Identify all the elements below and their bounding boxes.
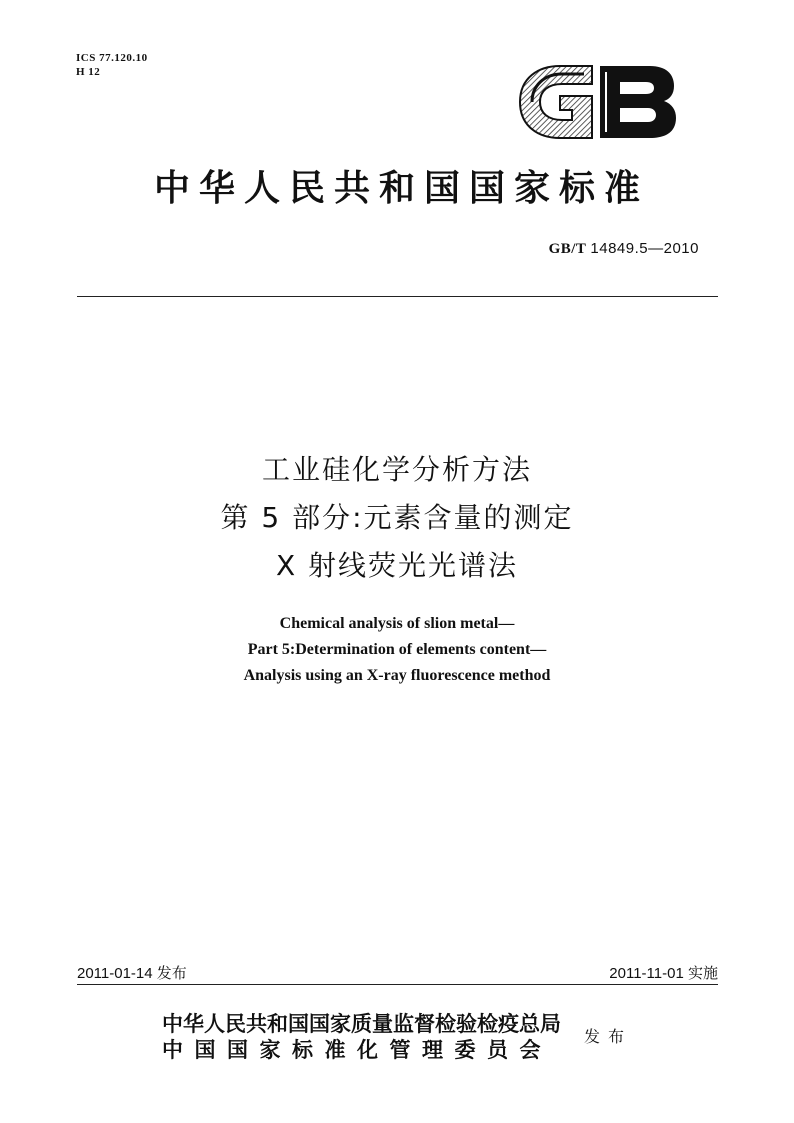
gb-logo	[510, 60, 680, 145]
implementation-label: 实施	[687, 964, 718, 982]
ics-code: ICS 77.120.10	[76, 52, 148, 64]
issue-label: 发布	[156, 964, 187, 982]
publish-label: 发布	[584, 1027, 633, 1046]
country-standard-title: 中华人民共和国国家标准	[153, 167, 649, 209]
title-en-line2: Part 5:Determination of elements content—	[247, 641, 547, 658]
title-cn-line1: 工业硅化学分析方法	[261, 453, 532, 486]
title-en-line1: Chemical analysis of slion metal—	[279, 615, 515, 632]
standard-code: 14849.5—2010	[590, 240, 699, 257]
implementation-date	[609, 962, 718, 983]
title-cn-line2: 第 5 部分:元素含量的测定	[220, 501, 574, 534]
bottom-divider	[77, 984, 718, 985]
standard-number	[549, 240, 699, 258]
title-en-line3: Analysis using an X-ray fluorescence method	[243, 667, 551, 684]
issue-date-value: 2011-01-14	[77, 965, 153, 982]
title-cn-line3: X 射线荧光光谱法	[275, 549, 519, 582]
issuer-org-aqsiq: 中华人民共和国国家质量监督检验检疫总局	[162, 1011, 561, 1036]
classification-code: H 12	[76, 66, 101, 78]
issue-date	[77, 962, 187, 983]
implementation-date-value: 2011-11-01	[609, 965, 684, 982]
issuer-org-sac: 中国国家标准化管理委员会	[162, 1037, 552, 1062]
standard-prefix: GB/T	[548, 241, 587, 257]
top-divider	[77, 296, 718, 297]
